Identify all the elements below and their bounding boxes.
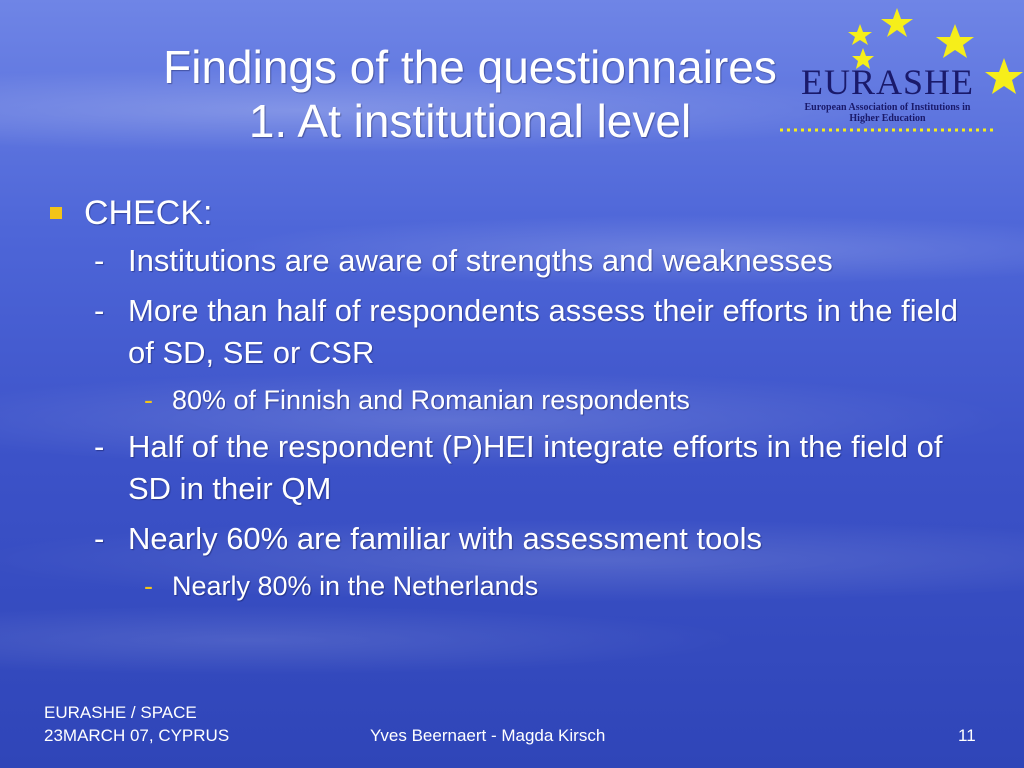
footer-org-line-1: EURASHE / SPACE xyxy=(44,703,197,722)
dash-marker: - xyxy=(94,293,105,328)
dash-marker: - xyxy=(94,243,105,278)
logo-subtitle xyxy=(780,102,995,124)
footer-org-line-2: 23MARCH 07, CYPRUS xyxy=(44,726,230,745)
footer-authors: Yves Beernaert - Magda Kirsch xyxy=(370,726,606,745)
dash-marker: - xyxy=(94,429,105,464)
sub-bullet xyxy=(94,426,974,510)
logo-subtitle-line-1: European Association of Institutions in xyxy=(804,102,971,113)
sub-bullet-text: Half of the respondent (P)HEI integrate efforts in the field of SD in their QM xyxy=(128,429,943,506)
sub-bullet-text: Nearly 60% are familiar with assessment tools xyxy=(128,521,763,556)
logo-wordmark: EURASHE xyxy=(800,62,974,102)
sub-sub-bullet-text: Nearly 80% in the Netherlands xyxy=(172,571,539,601)
sub-bullet-text: More than half of respondents assess their efforts in the field of SD, SE or CSR xyxy=(128,293,959,370)
sub-bullet xyxy=(94,240,974,282)
star-icon xyxy=(881,8,913,37)
sub-bullet-text: Institutions are aware of strengths and weaknesses xyxy=(128,243,833,278)
slide-number: 11 xyxy=(958,726,976,745)
sub-sub-bullet xyxy=(144,568,974,604)
sub-sub-bullet xyxy=(144,382,974,418)
star-icon xyxy=(848,24,872,45)
title-line-1: Findings of the questionnaires xyxy=(163,41,777,93)
slide-title xyxy=(100,40,840,148)
footer-org xyxy=(44,701,229,747)
square-bullet-icon xyxy=(50,207,62,219)
sub-bullet xyxy=(94,290,974,374)
bullet-check xyxy=(44,190,974,236)
star-icon xyxy=(936,24,974,58)
bullet-heading: CHECK: xyxy=(84,194,213,232)
sub-bullet xyxy=(94,518,974,560)
dash-marker: - xyxy=(94,521,105,556)
title-line-2: 1. At institutional level xyxy=(248,95,692,147)
sub-sub-bullet-text: 80% of Finnish and Romanian respondents xyxy=(172,385,690,415)
slide-body xyxy=(44,190,974,612)
eurashe-logo xyxy=(780,6,1024,146)
logo-subtitle-line-2: Higher Education xyxy=(849,113,926,124)
dash-marker: - xyxy=(144,571,153,601)
dash-marker: - xyxy=(144,385,153,415)
